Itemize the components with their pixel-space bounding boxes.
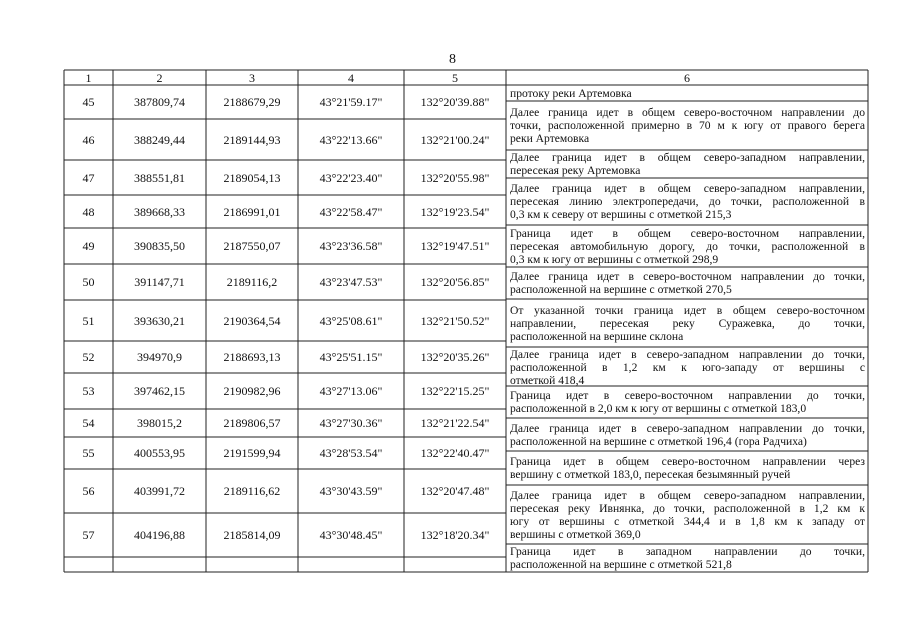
y-coordinate-cell: 2185814,09 xyxy=(223,528,281,542)
column-header-1: 1 xyxy=(85,71,92,85)
description-cell xyxy=(510,489,865,541)
y-coordinate-cell: 2189054,13 xyxy=(223,170,281,185)
description-line: 0,3 км к северу от вершины с отметкой 215,3 xyxy=(510,208,732,221)
description-line: 0,3 км к югу от вершины с отметкой 298,9 xyxy=(510,252,719,266)
description-cell xyxy=(510,455,865,481)
description-line: пересекая линию электропередачи, до точки, расположенной в xyxy=(510,195,865,208)
longitude-cell: 132°20'47.48" xyxy=(420,484,490,498)
description-cell xyxy=(510,182,865,221)
latitude-cell: 43°22'58.47" xyxy=(319,204,383,219)
latitude-cell: 43°27'13.06" xyxy=(319,384,383,398)
x-coordinate-cell: 388551,81 xyxy=(134,170,185,185)
description-line: Далее граница идет в северо-восточном направлении до точки, xyxy=(510,270,865,283)
description-line: расположенной на вершине с отметкой 521,8 xyxy=(510,558,732,571)
point-number-cell: 50 xyxy=(82,275,95,289)
y-coordinate-cell: 2189806,57 xyxy=(223,416,281,430)
latitude-cell: 43°21'59.17" xyxy=(319,95,383,109)
x-coordinate-cell: 391147,71 xyxy=(134,275,185,289)
description-line: Граница идет в северо-восточном направлении до точки, xyxy=(510,389,865,402)
point-number-cell: 52 xyxy=(82,350,95,364)
y-coordinate-cell: 2191599,94 xyxy=(223,446,281,460)
x-coordinate-cell: 403991,72 xyxy=(134,484,185,498)
y-coordinate-cell: 2188679,29 xyxy=(223,95,281,109)
latitude-cell: 43°25'08.61" xyxy=(319,313,383,328)
description-line: Далее граница идет в общем северо-западном направлении, xyxy=(510,151,865,164)
latitude-cell: 43°23'47.53" xyxy=(319,275,383,289)
description-line: расположенной в 2,0 км к югу от вершины с отметкой 183,0 xyxy=(510,402,807,415)
longitude-cell: 132°22'15.25" xyxy=(420,384,490,398)
description-line: протоку реки Артемовка xyxy=(510,86,632,100)
description-cell xyxy=(510,304,865,343)
x-coordinate-cell: 387809,74 xyxy=(134,95,185,109)
column-header-4: 4 xyxy=(348,71,354,85)
longitude-cell: 132°20'35.26" xyxy=(420,350,490,364)
point-number-cell: 47 xyxy=(82,170,95,185)
y-coordinate-cell: 2186991,01 xyxy=(223,204,281,219)
latitude-cell: 43°30'43.59" xyxy=(319,484,383,498)
description-line: вершины с отметкой 369,0 xyxy=(510,527,641,541)
x-coordinate-cell: 398015,2 xyxy=(137,416,182,430)
x-coordinate-cell: 394970,9 xyxy=(137,350,182,364)
description-cell xyxy=(510,87,865,100)
longitude-cell: 132°18'20.34" xyxy=(420,528,490,542)
column-header-3: 3 xyxy=(249,71,255,85)
description-cell xyxy=(510,348,865,387)
y-coordinate-cell: 2189144,93 xyxy=(223,132,281,147)
description-line: пересекая реку Ивнянка, до точки, расположенной в 1,2 км к xyxy=(510,501,865,515)
description-line: реки Артемовка xyxy=(510,132,590,145)
point-number-cell: 46 xyxy=(82,132,95,147)
x-coordinate-cell: 393630,21 xyxy=(134,313,185,328)
description-line: Далее граница идет в северо-западном направлении до точки, xyxy=(510,421,865,435)
y-coordinate-cell: 2190982,96 xyxy=(223,384,281,398)
description-line: направлении, пересекая реку Суражевка, до точки, xyxy=(510,316,865,330)
x-coordinate-cell: 400553,95 xyxy=(134,446,185,460)
point-number-cell: 49 xyxy=(82,239,95,253)
longitude-cell: 132°19'47.51" xyxy=(420,239,490,253)
description-cell xyxy=(510,389,865,415)
description-cell xyxy=(510,106,865,145)
page-number: 8 xyxy=(449,52,456,67)
point-number-cell: 48 xyxy=(82,204,95,219)
description-line: отметкой 418,4 xyxy=(510,374,585,387)
description-line: Далее граница идет в общем северо-восточном направлении до xyxy=(510,106,865,119)
longitude-cell: 132°22'40.47" xyxy=(420,446,490,460)
latitude-cell: 43°27'30.36" xyxy=(319,416,383,430)
description-cell xyxy=(510,270,865,296)
description-line: Далее граница идет в северо-западном направлении до точки, xyxy=(510,348,865,361)
latitude-cell: 43°25'51.15" xyxy=(319,350,383,364)
description-line: расположенной в 1,2 км к юго-западу от вершины с xyxy=(510,361,865,374)
description-line: точки, расположенной примерно в 70 м к югу от правого берега xyxy=(510,119,865,132)
x-coordinate-cell: 389668,33 xyxy=(134,204,185,219)
description-line: расположенной на вершине склона xyxy=(510,329,684,343)
description-line: югу от вершины с отметкой 344,4 и в 1,8 км к западу от xyxy=(510,514,865,528)
point-number-cell: 53 xyxy=(82,384,95,398)
description-line: Граница идет в общем северо-восточном направлении через xyxy=(510,455,865,468)
latitude-cell: 43°23'36.58" xyxy=(319,239,383,253)
description-line: Граница идет в общем северо-восточном направлении, xyxy=(510,226,865,240)
longitude-cell: 132°20'56.85" xyxy=(420,275,490,289)
description-line: От указанной точки граница идет в общем северо-восточном xyxy=(510,303,865,317)
latitude-cell: 43°30'48.45" xyxy=(319,528,383,542)
description-cell xyxy=(510,545,865,571)
x-coordinate-cell: 390835,50 xyxy=(134,239,185,253)
point-number-cell: 55 xyxy=(82,446,95,460)
description-line: пересекая реку Артемовка xyxy=(510,164,641,177)
point-number-cell: 51 xyxy=(82,313,95,328)
y-coordinate-cell: 2190364,54 xyxy=(223,313,281,328)
description-line: вершину с отметкой 183,0, пересекая безымянный ручей xyxy=(510,468,791,481)
x-coordinate-cell: 397462,15 xyxy=(134,384,185,398)
longitude-cell: 132°20'55.98" xyxy=(420,170,490,185)
x-coordinate-cell: 404196,88 xyxy=(134,528,185,542)
latitude-cell: 43°22'23.40" xyxy=(319,170,383,185)
longitude-cell: 132°19'23.54" xyxy=(420,204,490,219)
latitude-cell: 43°22'13.66" xyxy=(319,132,383,147)
description-line: пересекая автомобильную дорогу, до точки, расположенной в xyxy=(510,239,865,253)
point-number-cell: 54 xyxy=(82,416,95,430)
longitude-cell: 132°21'00.24" xyxy=(420,132,490,147)
point-number-cell: 56 xyxy=(82,484,95,498)
longitude-cell: 132°20'39.88" xyxy=(420,95,490,109)
column-header-2: 2 xyxy=(156,71,163,85)
longitude-cell: 132°21'50.52" xyxy=(420,313,490,328)
latitude-cell: 43°28'53.54" xyxy=(319,446,383,460)
description-cell xyxy=(510,422,865,448)
y-coordinate-cell: 2189116,62 xyxy=(223,484,281,498)
y-coordinate-cell: 2187550,07 xyxy=(223,239,281,253)
y-coordinate-cell: 2188693,13 xyxy=(223,350,281,364)
column-header-6: 6 xyxy=(684,71,690,85)
description-line: расположенной на вершине с отметкой 196,4 (гора Радчиха) xyxy=(510,434,807,448)
point-number-cell: 57 xyxy=(82,528,95,542)
description-line: расположенной на вершине с отметкой 270,5 xyxy=(510,283,732,296)
y-coordinate-cell: 2189116,2 xyxy=(226,275,278,289)
description-cell xyxy=(510,227,865,266)
point-number-cell: 45 xyxy=(82,95,95,109)
x-coordinate-cell: 388249,44 xyxy=(134,132,185,147)
column-header-5: 5 xyxy=(452,71,458,85)
description-line: Далее граница идет в общем северо-западном направлении, xyxy=(510,488,865,502)
longitude-cell: 132°21'22.54" xyxy=(420,416,490,430)
description-line: Далее граница идет в общем северо-западном направлении, xyxy=(510,182,865,195)
description-cell xyxy=(510,151,865,177)
description-line: Граница идет в западном направлении до точки, xyxy=(510,545,865,558)
